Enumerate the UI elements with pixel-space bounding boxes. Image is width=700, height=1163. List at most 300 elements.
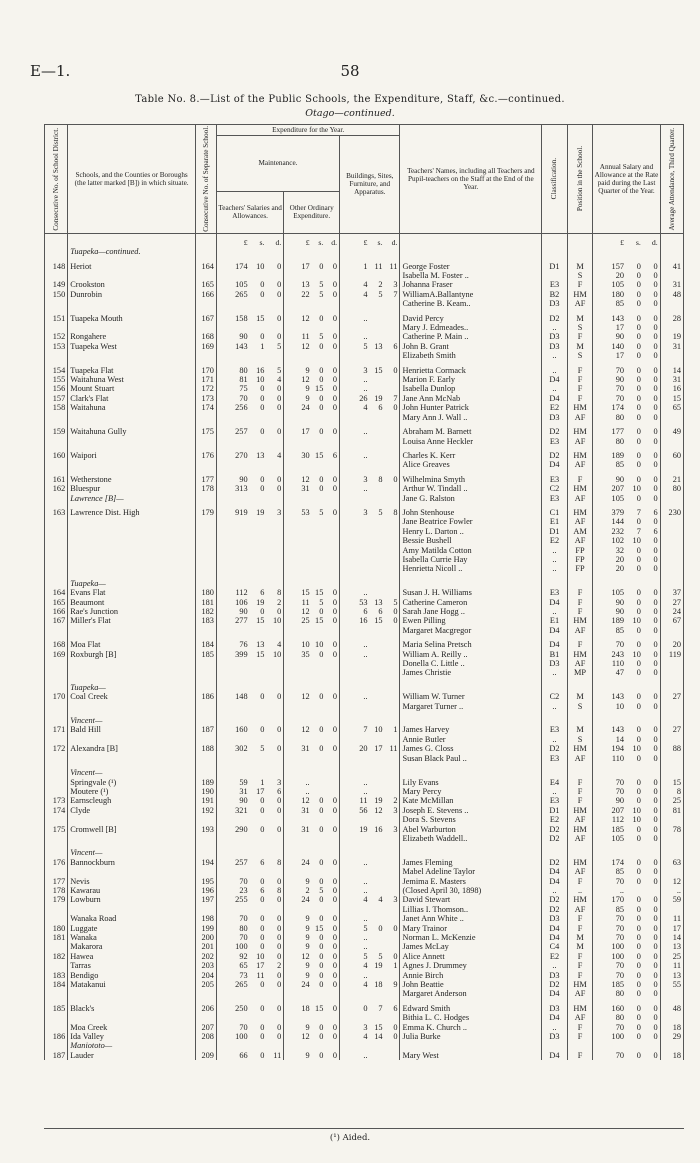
school-no: 189 [196, 778, 217, 787]
position: M [567, 942, 593, 951]
school-no: 175 [196, 422, 217, 436]
teacher-name: Lillias I. Thomson.. [400, 905, 542, 914]
teacher-name: Henry L. Darton .. [400, 527, 542, 536]
annual-salary: 143 0 0 [593, 309, 660, 323]
school-name [68, 271, 196, 280]
teachers-salaries: 270 13 4 [216, 446, 283, 460]
table-row [45, 309, 684, 323]
teachers-salaries: 70 0 0 [216, 1023, 283, 1032]
teacher-name: Kate McMillan [400, 796, 542, 805]
school-name: Clark's Flat [68, 394, 196, 403]
position [567, 763, 593, 777]
average-attendance [660, 989, 683, 998]
other-expenditure: 30 15 6 [284, 446, 340, 460]
position: FP [567, 564, 593, 573]
classification: B1 [542, 650, 568, 659]
school-no [196, 247, 217, 256]
teachers-salaries: 256 0 0 [216, 403, 283, 412]
average-attendance: 63 [660, 858, 683, 867]
buildings-expenditure: .. [340, 588, 400, 597]
district-no: 185 [45, 999, 68, 1013]
district-no [45, 867, 68, 876]
teacher-name: Maria Selina Pretsch [400, 635, 542, 649]
position: MP [567, 668, 593, 677]
position: M [567, 342, 593, 351]
position: F [567, 375, 593, 384]
buildings-expenditure [340, 989, 400, 998]
district-no [45, 299, 68, 308]
district-no [45, 787, 68, 796]
school-name: Kawarau [68, 886, 196, 895]
school-name: Cromwell [B] [68, 825, 196, 834]
teacher-name: James G. Closs [400, 744, 542, 753]
school-no: 168 [196, 332, 217, 341]
teacher-name: Charles K. Kerr [400, 446, 542, 460]
school-no: 209 [196, 1051, 217, 1060]
school-name: Wanaka [68, 933, 196, 942]
annual-salary: 189 0 0 [593, 446, 660, 460]
teacher-name: David Stewart [400, 895, 542, 904]
buildings-expenditure: .. [340, 650, 400, 659]
teachers-salaries [216, 867, 283, 876]
school-no: 202 [196, 952, 217, 961]
school-name: Hawea [68, 952, 196, 961]
position: F [567, 394, 593, 403]
classification: D2 [542, 834, 568, 843]
average-attendance: 15 [660, 394, 683, 403]
school-no [196, 626, 217, 635]
district-no [45, 815, 68, 824]
teacher-name: William A. Reilly .. [400, 650, 542, 659]
district-no [45, 659, 68, 668]
other-expenditure: 9 0 0 [284, 394, 340, 403]
average-attendance [660, 323, 683, 332]
annual-salary: 20 0 0 [593, 271, 660, 280]
teacher-name: Marion F. Early [400, 375, 542, 384]
school-no: 181 [196, 598, 217, 607]
teachers-salaries [216, 247, 283, 256]
buildings-expenditure [340, 413, 400, 422]
school-name: Rae's Junction [68, 607, 196, 616]
header-other-expenditure: Other Ordinary Expenditure. [284, 191, 340, 233]
buildings-expenditure: .. [340, 484, 400, 493]
district-no [45, 271, 68, 280]
school-name [68, 460, 196, 469]
school-no [196, 735, 217, 744]
teacher-name: Catherine Cameron [400, 598, 542, 607]
classification: E3 [542, 588, 568, 597]
average-attendance: 12 [660, 877, 683, 886]
position: M [567, 725, 593, 734]
teachers-salaries [216, 271, 283, 280]
teachers-salaries [216, 905, 283, 914]
school-no: 177 [196, 470, 217, 484]
annual-salary: 110 0 0 [593, 754, 660, 763]
district-no: 156 [45, 384, 68, 393]
teachers-salaries: 919 19 3 [216, 503, 283, 517]
average-attendance: 13 [660, 971, 683, 980]
school-no [196, 536, 217, 545]
table-row [45, 659, 684, 668]
buildings-expenditure: 11 19 2 [340, 796, 400, 805]
average-attendance: 119 [660, 650, 683, 659]
district-no [45, 247, 68, 256]
average-attendance: 81 [660, 806, 683, 815]
school-no [196, 564, 217, 573]
teacher-name: Mary J. Edmeades.. [400, 323, 542, 332]
school-name: Tuapeka Mouth [68, 309, 196, 323]
classification: D3 [542, 659, 568, 668]
district-no [45, 843, 68, 857]
classification [542, 843, 568, 857]
school-no [196, 867, 217, 876]
teacher-name: James Fleming [400, 858, 542, 867]
position: AF [567, 754, 593, 763]
other-expenditure [284, 867, 340, 876]
position: F [567, 971, 593, 980]
average-attendance [660, 299, 683, 308]
school-no [196, 1041, 217, 1050]
table-row [45, 725, 684, 734]
header-classification: Classification. [542, 125, 568, 234]
school-name: Tuapeka—continued. [68, 247, 196, 256]
teacher-name: Annie Birch [400, 971, 542, 980]
district-no [45, 494, 68, 503]
teacher-name: Janet Ann White .. [400, 914, 542, 923]
district-no [45, 1041, 68, 1050]
units-annual: £ s. d. [593, 233, 660, 247]
position: HM [567, 858, 593, 867]
classification: D2 [542, 309, 568, 323]
classification [542, 1041, 568, 1050]
position: F [567, 384, 593, 393]
classification: .. [542, 702, 568, 711]
teacher-name: Arthur W. Tindall .. [400, 484, 542, 493]
buildings-expenditure: .. [340, 1051, 400, 1060]
buildings-expenditure: 56 12 3 [340, 806, 400, 815]
school-name [68, 437, 196, 446]
school-name: Moutere (¹) [68, 787, 196, 796]
table-row [45, 914, 684, 923]
school-name [68, 815, 196, 824]
position: HM [567, 744, 593, 753]
buildings-expenditure [340, 299, 400, 308]
average-attendance: 55 [660, 980, 683, 989]
position: AF [567, 1013, 593, 1022]
annual-salary: 140 0 0 [593, 342, 660, 351]
district-no: 151 [45, 309, 68, 323]
school-no [196, 1013, 217, 1022]
teachers-salaries: 148 0 0 [216, 692, 283, 701]
other-expenditure [284, 815, 340, 824]
school-name: Waitahuna Gully [68, 422, 196, 436]
school-name [68, 351, 196, 360]
school-name: Springvale (¹) [68, 778, 196, 787]
classification: D4 [542, 460, 568, 469]
other-expenditure: .. [284, 778, 340, 787]
teacher-name: Johanna Fraser [400, 280, 542, 289]
annual-salary: 105 0 0 [593, 494, 660, 503]
annual-salary: 70 0 0 [593, 933, 660, 942]
district-no: 169 [45, 650, 68, 659]
buildings-expenditure: .. [340, 384, 400, 393]
other-expenditure: 12 0 0 [284, 309, 340, 323]
classification [542, 574, 568, 588]
classification: D4 [542, 877, 568, 886]
annual-salary: 85 0 0 [593, 905, 660, 914]
average-attendance: 11 [660, 961, 683, 970]
classification: D4 [542, 933, 568, 942]
teachers-salaries: 105 0 0 [216, 280, 283, 289]
buildings-expenditure [340, 527, 400, 536]
table-row [45, 895, 684, 904]
classification: D4 [542, 924, 568, 933]
teachers-salaries: 80 0 0 [216, 924, 283, 933]
teacher-name: Norman L. McKenzie [400, 933, 542, 942]
position [567, 711, 593, 725]
classification: D4 [542, 598, 568, 607]
other-expenditure [284, 989, 340, 998]
school-no [196, 271, 217, 280]
annual-salary: 105 0 0 [593, 834, 660, 843]
average-attendance: 27 [660, 598, 683, 607]
table-row [45, 702, 684, 711]
table-row [45, 678, 684, 692]
position: F [567, 787, 593, 796]
teacher-name: Annie Butler [400, 735, 542, 744]
position [567, 843, 593, 857]
annual-salary: 32 0 0 [593, 546, 660, 555]
table-row [45, 961, 684, 970]
table-row [45, 989, 684, 998]
average-attendance [660, 905, 683, 914]
teacher-name: Emma K. Church .. [400, 1023, 542, 1032]
teachers-salaries: 90 0 0 [216, 607, 283, 616]
classification: E2 [542, 536, 568, 545]
teachers-salaries [216, 815, 283, 824]
annual-salary: 90 0 0 [593, 598, 660, 607]
other-expenditure: 9 15 0 [284, 924, 340, 933]
table-row [45, 806, 684, 815]
buildings-expenditure: 5 5 0 [340, 952, 400, 961]
school-name: Alexandra [B] [68, 744, 196, 753]
table-row [45, 446, 684, 460]
buildings-expenditure: 3 5 8 [340, 503, 400, 517]
school-name: Bluespur [68, 484, 196, 493]
position: AF [567, 626, 593, 635]
annual-salary: 174 0 0 [593, 858, 660, 867]
school-name: Waitahuna West [68, 375, 196, 384]
annual-salary: 20 0 0 [593, 564, 660, 573]
other-expenditure: 9 0 0 [284, 914, 340, 923]
district-no [45, 754, 68, 763]
district-no: 153 [45, 342, 68, 351]
teacher-name: Agnes J. Drummey [400, 961, 542, 970]
district-no [45, 460, 68, 469]
school-name: Tuapeka West [68, 342, 196, 351]
other-expenditure [284, 905, 340, 914]
position: AF [567, 834, 593, 843]
district-no [45, 763, 68, 777]
buildings-expenditure [340, 536, 400, 545]
units-other: £ s. d. [284, 233, 340, 247]
school-no: 176 [196, 446, 217, 460]
district-no [45, 555, 68, 564]
school-no: 196 [196, 886, 217, 895]
district-no: 173 [45, 796, 68, 805]
teacher-name: Abraham M. Barnett [400, 422, 542, 436]
buildings-expenditure [340, 735, 400, 744]
teacher-name: Jemima E. Masters [400, 877, 542, 886]
annual-salary: 47 0 0 [593, 668, 660, 677]
buildings-expenditure [340, 271, 400, 280]
teachers-salaries: 81 10 4 [216, 375, 283, 384]
other-expenditure: 31 0 0 [284, 484, 340, 493]
district-no [45, 536, 68, 545]
other-expenditure: .. [284, 787, 340, 796]
annual-salary: 70 0 0 [593, 1051, 660, 1060]
header-teachers-salaries: Teachers' Salaries and Allowances. [216, 191, 283, 233]
district-no: 170 [45, 692, 68, 701]
average-attendance: 31 [660, 342, 683, 351]
other-expenditure [284, 351, 340, 360]
teachers-salaries: 321 0 0 [216, 806, 283, 815]
school-name: Roxburgh [B] [68, 650, 196, 659]
table-row [45, 635, 684, 649]
teacher-name: Isabella Dunlop [400, 384, 542, 393]
header-attendance: Average Attendance, Third Quarter. [660, 125, 683, 234]
position: M [567, 692, 593, 701]
position: AF [567, 989, 593, 998]
position: AF [567, 437, 593, 446]
position: AM [567, 527, 593, 536]
annual-salary: 379 7 6 [593, 503, 660, 517]
school-name [68, 867, 196, 876]
school-no [196, 702, 217, 711]
school-no [196, 437, 217, 446]
school-name: Wetherstone [68, 470, 196, 484]
table-body [45, 233, 684, 1060]
table-row [45, 271, 684, 280]
annual-salary: 20 0 0 [593, 555, 660, 564]
annual-salary: 160 0 0 [593, 999, 660, 1013]
classification: E3 [542, 470, 568, 484]
annual-salary: 100 0 0 [593, 952, 660, 961]
annual-salary: 90 0 0 [593, 470, 660, 484]
position: AF [567, 494, 593, 503]
school-name: Beaumont [68, 598, 196, 607]
classification [542, 763, 568, 777]
average-attendance [660, 815, 683, 824]
table-row [45, 980, 684, 989]
school-no [196, 843, 217, 857]
other-expenditure [284, 494, 340, 503]
other-expenditure [284, 460, 340, 469]
school-no [196, 678, 217, 692]
average-attendance: 27 [660, 725, 683, 734]
other-expenditure [284, 536, 340, 545]
teachers-salaries: 70 0 0 [216, 877, 283, 886]
teachers-salaries [216, 527, 283, 536]
school-name [68, 536, 196, 545]
annual-salary: 232 7 6 [593, 527, 660, 536]
teacher-name: Isabella M. Foster .. [400, 271, 542, 280]
buildings-expenditure [340, 867, 400, 876]
annual-salary: 70 0 0 [593, 384, 660, 393]
school-name [68, 1013, 196, 1022]
other-expenditure [284, 555, 340, 564]
buildings-expenditure: 16 15 0 [340, 616, 400, 625]
other-expenditure: 11 5 0 [284, 332, 340, 341]
teachers-salaries: 302 5 0 [216, 744, 283, 753]
school-no: 193 [196, 825, 217, 834]
teacher-name: Henrietta Nicoll .. [400, 564, 542, 573]
school-no: 199 [196, 924, 217, 933]
classification: .. [542, 564, 568, 573]
units-row [45, 233, 684, 247]
school-no [196, 905, 217, 914]
table-row [45, 247, 684, 256]
teacher-name: Mary Ann J. Wall .. [400, 413, 542, 422]
teachers-salaries: 23 6 8 [216, 886, 283, 895]
school-no: 173 [196, 394, 217, 403]
teacher-name: Mabel Adeline Taylor [400, 867, 542, 876]
teacher-name: Jane Beatrice Fowler [400, 517, 542, 526]
other-expenditure: 31 0 0 [284, 806, 340, 815]
classification: D2 [542, 446, 568, 460]
school-no [196, 815, 217, 824]
teacher-name: John B. Grant [400, 342, 542, 351]
buildings-expenditure: .. [340, 971, 400, 980]
buildings-expenditure: 5 13 6 [340, 342, 400, 351]
classification: D2 [542, 905, 568, 914]
classification [542, 678, 568, 692]
school-no: 167 [196, 309, 217, 323]
average-attendance: 41 [660, 257, 683, 271]
annual-salary: 243 10 0 [593, 650, 660, 659]
header-school: Schools, and the Counties or Boroughs (the latter marked [B]) in which situate. [68, 125, 196, 234]
school-name [68, 299, 196, 308]
average-attendance [660, 517, 683, 526]
table-row [45, 999, 684, 1013]
table-row [45, 905, 684, 914]
buildings-expenditure: 4 18 9 [340, 980, 400, 989]
school-name: Luggate [68, 924, 196, 933]
school-name: Bannockburn [68, 858, 196, 867]
district-no [45, 678, 68, 692]
position: F [567, 796, 593, 805]
average-attendance [660, 247, 683, 256]
teacher-name: John Hunter Patrick [400, 403, 542, 412]
other-expenditure [284, 299, 340, 308]
teacher-name: Susan Black Paul .. [400, 754, 542, 763]
classification: D3 [542, 1032, 568, 1041]
average-attendance: 20 [660, 635, 683, 649]
district-no [45, 351, 68, 360]
teacher-name: Alice Greaves [400, 460, 542, 469]
position: AF [567, 905, 593, 914]
school-no: 180 [196, 588, 217, 597]
school-name [68, 527, 196, 536]
school-name: Evans Flat [68, 588, 196, 597]
classification: .. [542, 668, 568, 677]
school-no [196, 517, 217, 526]
position: HM [567, 422, 593, 436]
header-salary: Annual Salary and Allowance at the Rate paid during the Last Quarter of the Year. [593, 125, 660, 234]
buildings-expenditure [340, 460, 400, 469]
school-no [196, 494, 217, 503]
average-attendance: 25 [660, 796, 683, 805]
